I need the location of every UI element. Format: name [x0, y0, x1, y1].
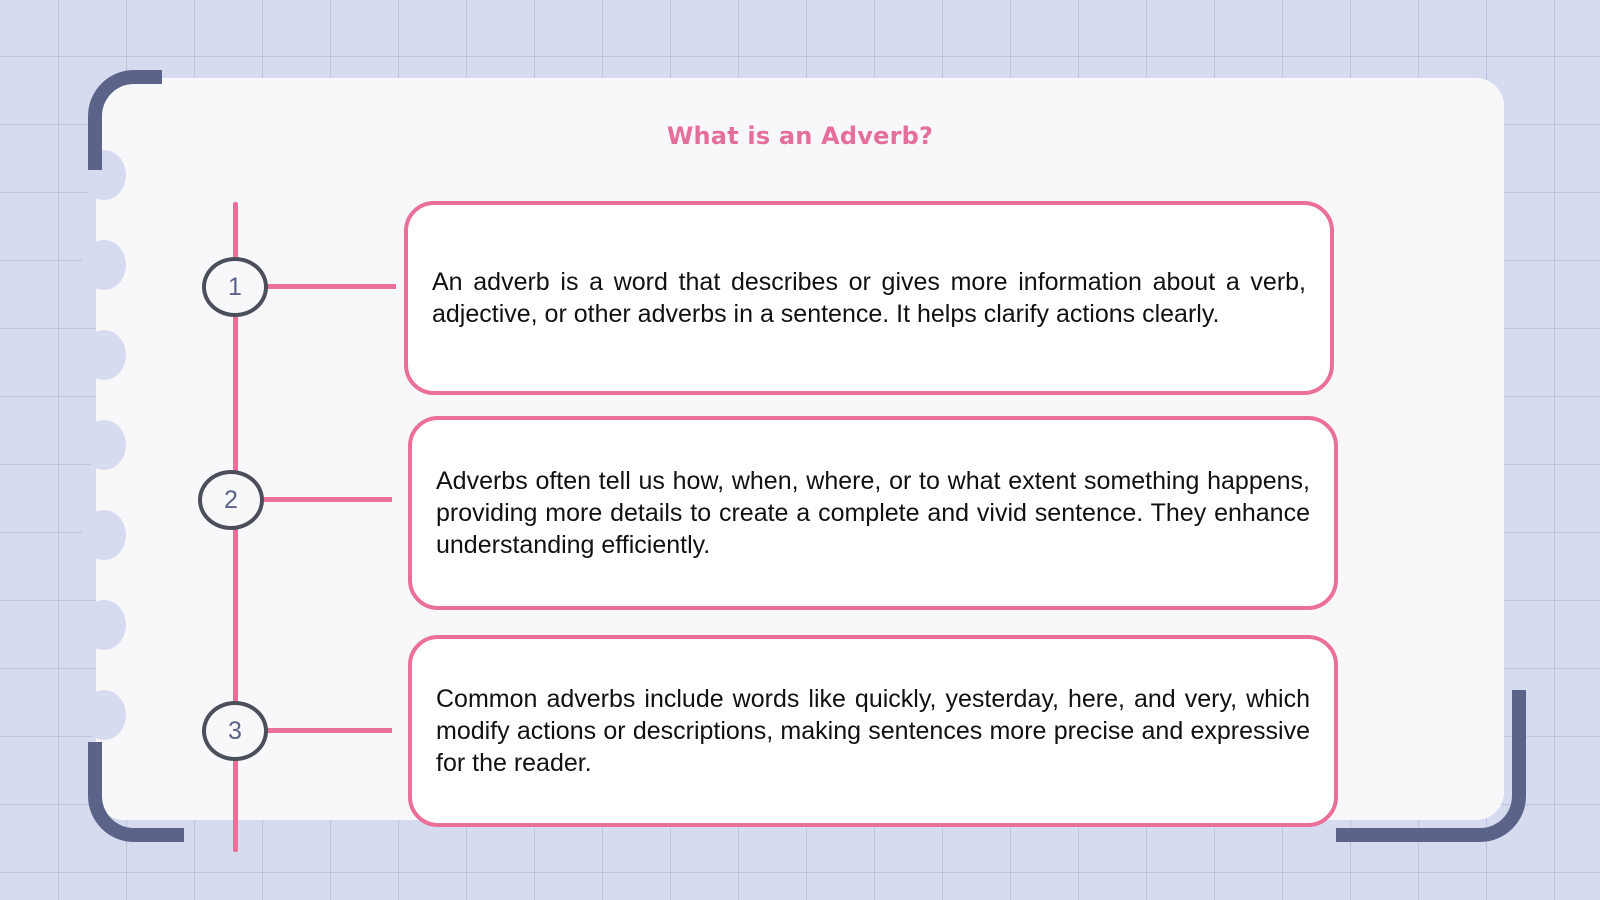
paper-edge-scallop: [82, 600, 126, 650]
info-card-text: Common adverbs include words like quickly, yesterday, here, and very, which modify actions or descriptions, making sentences more precise and expressive for the reader.: [436, 685, 1310, 777]
corner-bracket-bottom-right: [1336, 690, 1526, 842]
step-number-2: 2: [198, 470, 264, 530]
paper-edge-scallop: [82, 690, 126, 740]
connector-line: [262, 497, 392, 502]
paper-edge-scallop: [82, 420, 126, 470]
paper-edge-scallop: [82, 330, 126, 380]
connector-line: [266, 728, 392, 733]
step-number-1: 1: [202, 257, 268, 317]
slide-title: What is an Adverb?: [666, 122, 934, 150]
info-card-1: [404, 201, 1334, 395]
paper-edge-scallop: [82, 510, 126, 560]
corner-bracket-top-left: [88, 70, 162, 170]
info-card-2: [408, 416, 1338, 610]
connector-line: [266, 284, 396, 289]
info-card-text: Adverbs often tell us how, when, where, or to what extent something happens, providing more details to create a complete and vivid sentence. They enhance understanding efficiently.: [436, 467, 1310, 559]
corner-bracket-bottom-left: [88, 742, 184, 842]
paper-edge-scallop: [82, 240, 126, 290]
step-number-3: 3: [202, 701, 268, 761]
info-card-3: [408, 635, 1338, 827]
info-card-text: An adverb is a word that describes or gives more information about a verb, adjective, or other adverbs in a sentence. It helps clarify actions clearly.: [432, 268, 1306, 328]
